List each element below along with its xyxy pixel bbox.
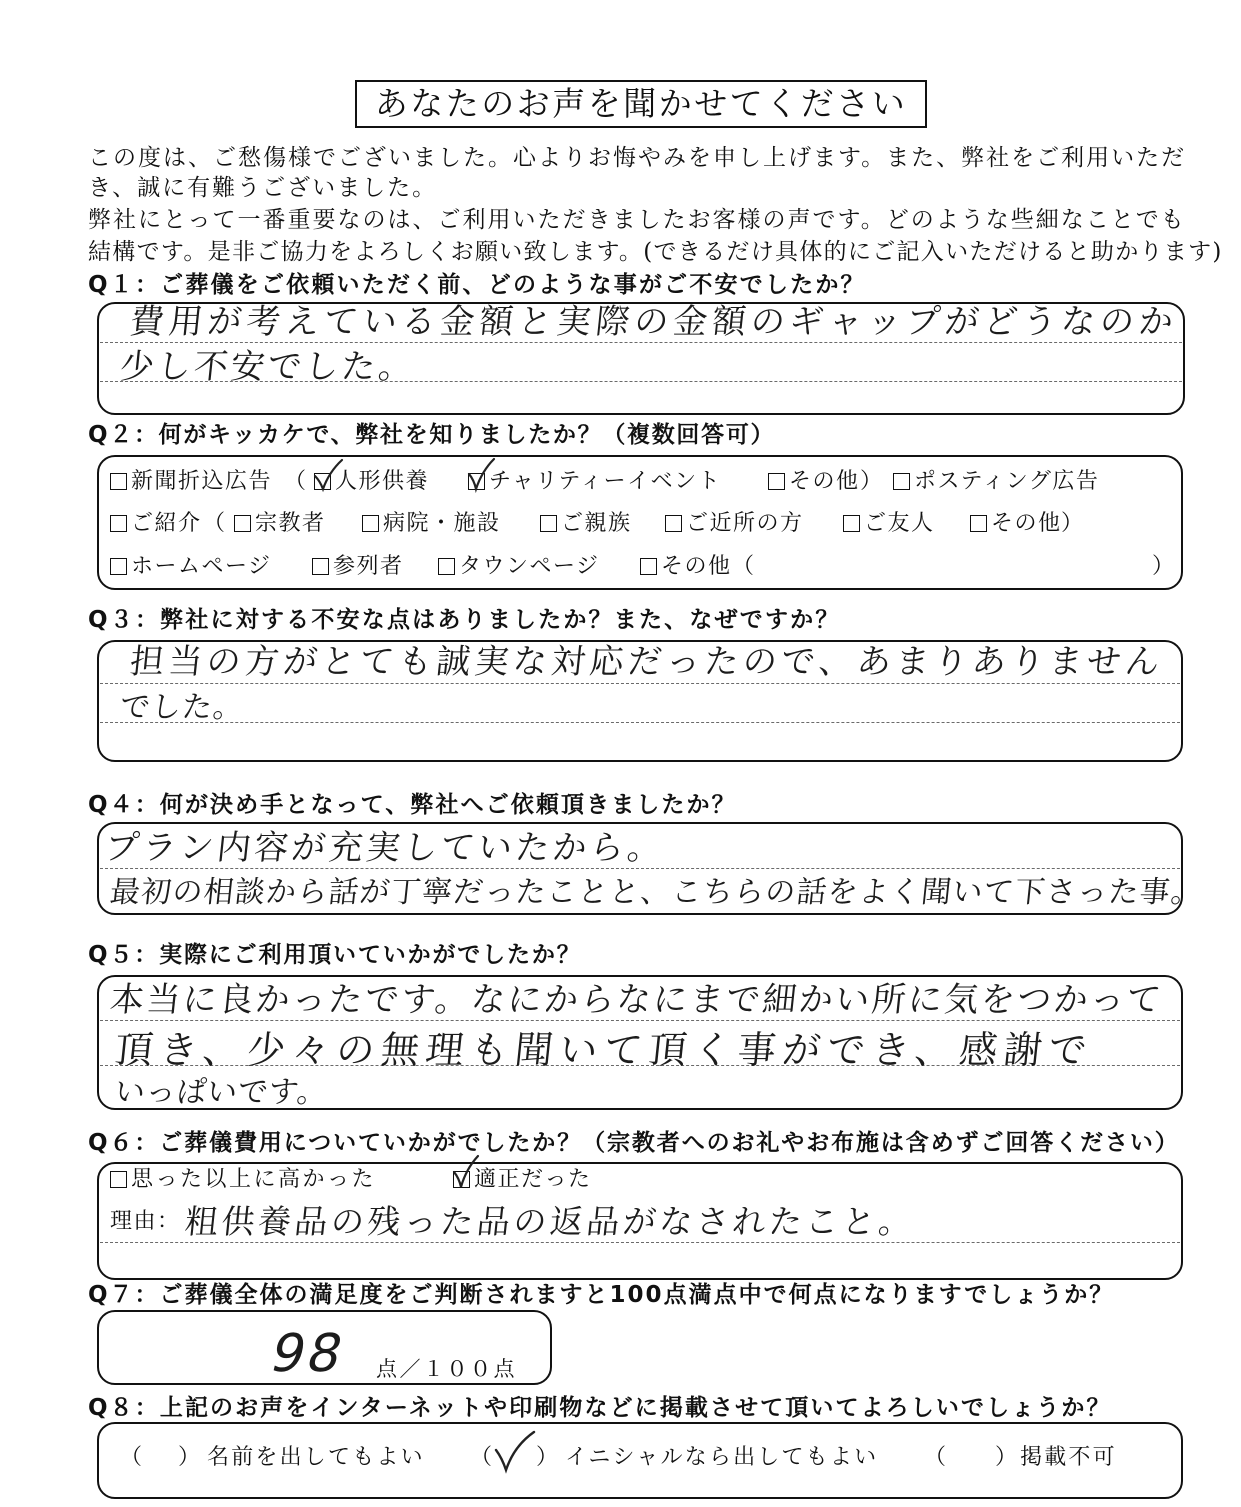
- q5-answer-line: 頂き、少々の無理も聞いて頂く事ができ、感謝で: [112, 1028, 1096, 1072]
- q4-answer-line: 最初の相談から話が丁寧だったことと、こちらの話をよく聞いて下さった事。: [108, 875, 1204, 910]
- q4-answer-line: プラン内容が充実していたから。: [102, 828, 667, 868]
- answer-line: [100, 1242, 1180, 1243]
- q2-option: [843, 510, 935, 538]
- checkbox: [110, 558, 127, 575]
- paren-open: （: [732, 554, 756, 579]
- option-label: その他: [789, 469, 860, 494]
- checkbox: [312, 558, 329, 575]
- answer-line: [100, 683, 1180, 684]
- checkbox: [843, 515, 860, 532]
- q7-score-unit: 点／１００点: [376, 1357, 517, 1381]
- paren-open: （: [203, 511, 227, 536]
- paren-close: ）: [1152, 554, 1176, 579]
- option-label: ご紹介: [131, 511, 202, 536]
- intro-line: 弊社にとって一番重要なのは、ご利用いただきましたお客様の声です。どのような些細なことでも: [88, 207, 1186, 233]
- q1-question: Q１：ご葬儀をご依頼いただく前、どのような事がご不安でしたか？: [88, 272, 866, 298]
- q2-option: [110, 553, 272, 581]
- paren-close: ）: [995, 1445, 1020, 1470]
- checkbox: [110, 515, 127, 532]
- q5-answer-line: いっぱいです。: [113, 1075, 330, 1110]
- paren-open: （: [470, 1445, 495, 1470]
- option-label: チャリティーイベント: [489, 469, 722, 494]
- paren-open: （: [120, 1445, 145, 1470]
- q2-question: Q２：何がキッカケで、弊社を知りましたか？（複数回答可）: [88, 422, 776, 448]
- q8-option-label: イニシャルなら出してもよい: [565, 1445, 879, 1470]
- q2-option: [665, 510, 804, 538]
- check-mark-icon: [312, 459, 344, 491]
- checkbox: [438, 558, 455, 575]
- q8-question: Q８：上記のお声をインターネットや印刷物などに掲載させて頂いてよろしいでしょうか？: [88, 1395, 1112, 1421]
- paren-close: ）: [1061, 511, 1085, 536]
- check-mark-icon: [466, 459, 498, 491]
- q2-option: [893, 468, 1099, 496]
- intro-line: き、誠に有難うございました。: [88, 175, 438, 201]
- option-label: その他: [661, 554, 732, 579]
- q8-option-label: 名前を出してもよい: [207, 1445, 425, 1470]
- option-label: タウンページ: [459, 554, 600, 579]
- checkbox: [970, 515, 987, 532]
- q2-option: [234, 510, 326, 538]
- checkbox: [665, 515, 682, 532]
- paren-close: ）: [536, 1445, 561, 1470]
- option-label: その他: [991, 511, 1062, 536]
- option-label: 病院・施設: [383, 511, 501, 536]
- q2-option: [110, 510, 202, 538]
- checkbox: [110, 473, 127, 490]
- intro-line: 結構です。是非ご協力をよろしくお願い致します。(できるだけ具体的にご記入いただけると助かります): [88, 239, 1223, 265]
- q2-option: [540, 510, 632, 538]
- q6-option: [453, 1166, 592, 1194]
- q7-question: Q７：ご葬儀全体の満足度をご判断されますと100点満点中で何点になりますでしょうか？: [88, 1282, 1115, 1308]
- q1-answer-line: 費用が考えている金額と実際の金額のギャップがどうなのか: [127, 302, 1180, 342]
- checkbox: [110, 1171, 127, 1188]
- q2-option: [362, 510, 501, 538]
- q3-answer-line: 担当の方がとても誠実な対応だったので、あまりありません: [127, 642, 1166, 682]
- q6-question: Q６：ご葬儀費用についていかがでしたか？（宗教者へのお礼やお布施は含めずご回答ください）: [88, 1130, 1180, 1156]
- q6-option: [110, 1166, 376, 1194]
- check-mark-icon: [451, 1157, 483, 1189]
- q6-reason: 粗供養品の残った品の返品がなされたこと。: [183, 1202, 918, 1241]
- option-label: 新聞折込広告: [131, 469, 273, 494]
- q3-question: Q３：弊社に対する不安な点はありましたか？また、なぜですか？: [88, 607, 841, 633]
- checkbox: [468, 473, 485, 490]
- option-label: ご友人: [864, 511, 935, 536]
- checkbox: [362, 515, 379, 532]
- option-label: 人形供養: [335, 469, 430, 494]
- q2-option: [438, 553, 600, 581]
- q3-answer-line: でした。: [118, 690, 246, 725]
- checkbox: [640, 558, 657, 575]
- q6-reason-label: 理由：: [110, 1209, 181, 1234]
- q4-question: Q４：何が決め手となって、弊社へご依頼頂きましたか？: [88, 792, 737, 818]
- paren-open: （: [924, 1445, 949, 1470]
- option-label: 参列者: [333, 554, 404, 579]
- paren-close: ）: [178, 1445, 203, 1470]
- q2-option: [314, 468, 429, 496]
- checkbox: [314, 473, 331, 490]
- answer-line: [100, 722, 1180, 723]
- q1-answer-line: 少し不安でした。: [117, 347, 418, 387]
- option-label: ご近所の方: [686, 511, 804, 536]
- checkbox: [453, 1171, 470, 1188]
- checkbox: [234, 515, 251, 532]
- check-mark-icon: [492, 1430, 538, 1474]
- q2-option: [468, 468, 721, 496]
- paren-close: ）: [860, 469, 884, 494]
- q8-option-label: 掲載不可: [1020, 1445, 1117, 1470]
- option-label: ホームページ: [131, 554, 272, 579]
- option-label: 適正だった: [474, 1167, 592, 1192]
- q5-question: Q５：実際にご利用頂いていかがでしたか？: [88, 942, 582, 968]
- q2-option: [768, 468, 860, 496]
- option-label: 宗教者: [255, 511, 326, 536]
- option-label: 思った以上に高かった: [131, 1167, 377, 1192]
- q2-option: [640, 553, 732, 581]
- q5-answer-line: 本当に良かったです。なにからなにまで細かい所に気をつかって: [107, 980, 1166, 1020]
- checkbox: [893, 473, 910, 490]
- q2-option: [110, 468, 272, 496]
- q2-option: [970, 510, 1062, 538]
- page-title: あなたのお声を聞かせてください: [355, 80, 927, 128]
- paren-open: （: [284, 469, 308, 494]
- option-label: ポスティング広告: [914, 469, 1100, 494]
- q2-option: [312, 553, 404, 581]
- intro-line: この度は、ご愁傷様でございました。心よりお悔やみを申し上げます。また、弊社をご利用いただ: [88, 145, 1187, 171]
- q7-score: 98: [264, 1324, 352, 1384]
- checkbox: [768, 473, 785, 490]
- checkbox: [540, 515, 557, 532]
- option-label: ご親族: [561, 511, 632, 536]
